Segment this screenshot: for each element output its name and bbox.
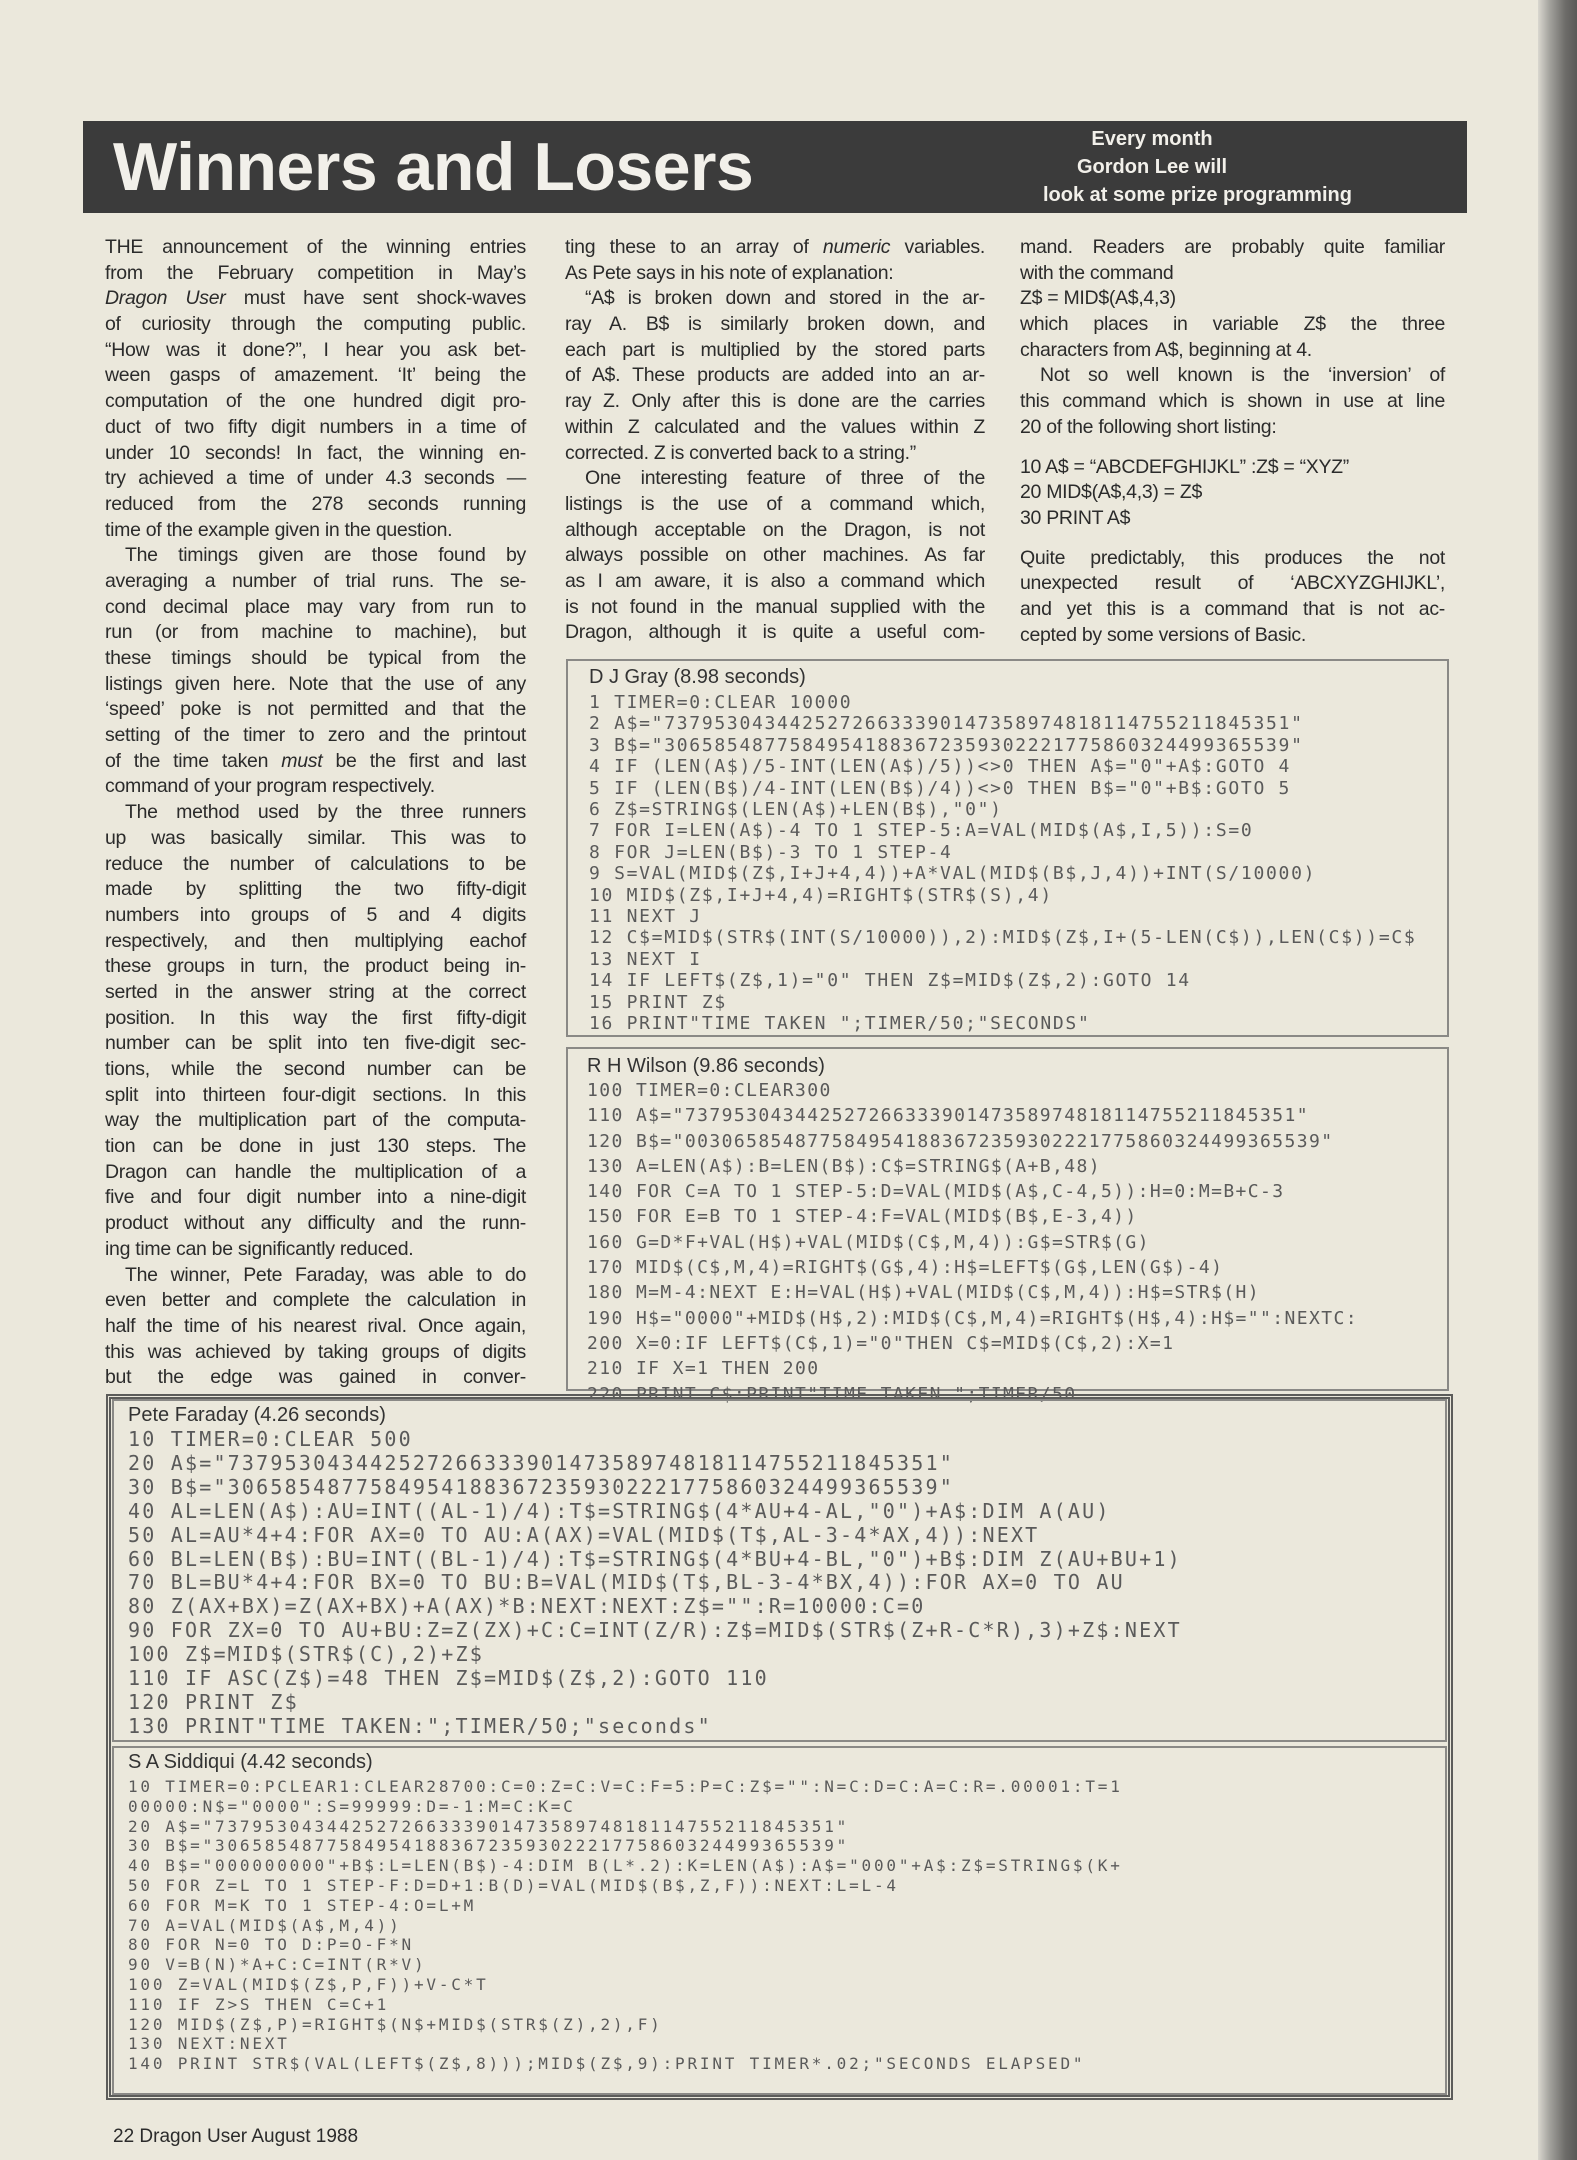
listing-code bbox=[128, 1777, 1123, 2074]
text-line: tions, while the second number can be bbox=[105, 1058, 526, 1080]
text-line: of curiosity through the computing public. bbox=[105, 313, 526, 336]
text-line: try achieved a time of under 4.3 seconds — bbox=[105, 467, 526, 490]
article-title: Winners and Losers bbox=[113, 129, 754, 205]
text-line: Quite predictably, this produces the not bbox=[1020, 546, 1445, 569]
italic-text: Dragon User bbox=[105, 287, 226, 310]
italic-text: numeric bbox=[822, 236, 891, 258]
code-line: 220 PRINT C$:PRINT"TIME TAKEN ";TIMER/50 bbox=[587, 1383, 1077, 1405]
code-line: 50 FOR Z=L TO 1 STEP-F:D=D+1:B(D)=VAL(MID$(B$,Z,F)):NEXT:L=L-4 bbox=[128, 1875, 899, 1895]
text-line: One interesting feature of three of the bbox=[585, 467, 985, 490]
code-line: 70 BL=BU*4+4:FOR BX=0 TO BU:B=VAL(MID$(T$,BL-3-4*BX,4)):FOR AX=0 TO AU bbox=[128, 1570, 1125, 1595]
code-line: 200 X=0:IF LEFT$(C$,1)="0"THEN C$=MID$(C$,2):X=1 bbox=[587, 1332, 1175, 1354]
text-line: duct of two fifty digit numbers in a time of bbox=[105, 415, 526, 438]
text-line: Z$ = MID$(A$,4,3) bbox=[1020, 287, 1176, 310]
text-line: tion can be done in just 130 steps. The bbox=[105, 1135, 526, 1158]
article-tagline bbox=[1043, 125, 1352, 209]
article-column-2 bbox=[565, 235, 985, 646]
text-line: ray A. B$ is similarly broken down, and bbox=[565, 313, 985, 336]
code-line: 40 B$="000000000"+B$:L=LEN(B$)-4:DIM B(L*.2):K=LEN(A$):A$="000"+A$:Z$=STRING$(K+ bbox=[128, 1856, 1123, 1876]
code-line: 130 A=LEN(A$):B=LEN(B$):C$=STRING$(A+B,48) bbox=[587, 1155, 1101, 1177]
text-line: number can be split into ten five-digit sec- bbox=[105, 1032, 526, 1055]
text-line: respectively, and then multiplying eachof bbox=[105, 929, 526, 952]
text-line bbox=[565, 235, 985, 261]
code-line: 100 Z$=MID$(STR$(C),2)+Z$ bbox=[128, 1642, 485, 1667]
code-line: 4 IF (LEN(A$)/5-INT(LEN(A$)/5))<>0 THEN A$="0"+A$:GOTO 4 bbox=[589, 756, 1292, 778]
listing-code bbox=[589, 692, 1416, 1035]
code-line: 13 NEXT I bbox=[589, 948, 702, 970]
text-line: 20 MID$(A$,4,3) = Z$ bbox=[1020, 481, 1203, 504]
text-line: is not found in the manual supplied with the bbox=[565, 595, 985, 618]
text-line: numbers into groups of 5 and 4 digits bbox=[105, 903, 526, 926]
italic-text: must bbox=[281, 749, 323, 772]
code-line: 140 FOR C=A TO 1 STEP-5:D=VAL(MID$(A$,C-4,5)):H=0:M=B+C-3 bbox=[587, 1181, 1285, 1203]
code-line: 10 TIMER=0:CLEAR 500 bbox=[128, 1427, 413, 1451]
code-line: 6 Z$=STRING$(LEN(A$)+LEN(B$),"0") bbox=[589, 799, 1003, 821]
code-line: 20 A$="73795304344252726633390147358974818114755211845351" bbox=[128, 1450, 954, 1475]
listing-title: S A Siddiqui (4.42 seconds) bbox=[128, 1751, 373, 1773]
page-binding-edge bbox=[1538, 0, 1577, 2160]
code-line: 90 V=B(N)*A+C:C=INT(R*V) bbox=[128, 1955, 427, 1975]
code-line: 16 PRINT"TIME TAKEN ";TIMER/50;"SECONDS" bbox=[589, 1013, 1091, 1035]
text-line: this was achieved by taking groups of digits bbox=[105, 1340, 526, 1363]
code-line: 150 FOR E=B TO 1 STEP-4:F=VAL(MID$(B$,E-3,4)) bbox=[587, 1206, 1138, 1228]
code-line: 210 IF X=1 THEN 200 bbox=[587, 1358, 820, 1380]
text-line: listings is the use of a command which, bbox=[565, 492, 985, 515]
text-line: ing time can be significantly reduced. bbox=[105, 1237, 414, 1260]
paragraph-gap bbox=[1020, 532, 1445, 546]
code-line: 140 PRINT STR$(VAL(LEFT$(Z$,8)));MID$(Z$,9):PRINT TIMER*.02;"SECONDS ELAPSED" bbox=[128, 2054, 1086, 2074]
text-line: command of your program respectively. bbox=[105, 775, 435, 798]
text-line: setting of the timer to zero and the printout bbox=[105, 724, 526, 747]
text-line: Dragon can handle the multiplication of a bbox=[105, 1160, 526, 1183]
code-line: 15 PRINT Z$ bbox=[589, 991, 727, 1013]
text-line: but the edge was gained in conver- bbox=[105, 1366, 526, 1389]
text-line: and yet this is a command that is not ac- bbox=[1020, 597, 1445, 620]
text-line: product without any difficulty and the runn- bbox=[105, 1212, 526, 1235]
code-line: 100 Z=VAL(MID$(Z$,P,F))+V-C*T bbox=[128, 1974, 489, 1994]
listing-code bbox=[587, 1078, 1358, 1407]
text-segment: be the first and last bbox=[322, 749, 527, 772]
code-line: 7 FOR I=LEN(A$)-4 TO 1 STEP-5:A=VAL(MID$(A$,I,5)):S=0 bbox=[589, 820, 1254, 842]
code-line: 170 MID$(C$,M,4)=RIGHT$(G$,4):H$=LEFT$(G$,LEN(G$)-4) bbox=[587, 1257, 1224, 1279]
code-line: 130 NEXT:NEXT bbox=[128, 2034, 290, 2054]
text-line: always possible on other machines. As far bbox=[565, 544, 985, 567]
code-line: 20 A$="73795304344252726633390147358974818114755211845351" bbox=[128, 1816, 850, 1836]
code-line: 10 MID$(Z$,I+J+4,4)=RIGHT$(STR$(S),4) bbox=[589, 884, 1053, 906]
code-line: 40 AL=LEN(A$):AU=INT((AL-1)/4):T$=STRING$(4*AU+4-AL,"0")+A$:DIM A(AU) bbox=[128, 1498, 1111, 1523]
text-line: computation of the one hundred digit pro- bbox=[105, 390, 526, 413]
text-line: even better and complete the calculation in bbox=[105, 1289, 526, 1312]
code-line: 120 PRINT Z$ bbox=[128, 1689, 299, 1714]
text-line: half the time of his nearest rival. Once again, bbox=[105, 1314, 526, 1337]
text-line: under 10 seconds! In fact, the winning en- bbox=[105, 441, 526, 464]
tagline-line: Gordon Lee will bbox=[1076, 156, 1227, 178]
code-line: 00000:N$="0000":S=99999:D=-1:M=C:K=C bbox=[128, 1796, 576, 1816]
text-line: cond decimal place may vary from run to bbox=[105, 595, 526, 618]
text-line: run (or from machine to machine), but bbox=[105, 621, 526, 644]
code-line: 110 IF Z>S THEN C=C+1 bbox=[128, 1994, 390, 2014]
listing-rh-wilson bbox=[566, 1047, 1449, 1405]
listing-pete-faraday bbox=[112, 1399, 1447, 1742]
listing-sa-siddiqui bbox=[112, 1746, 1447, 2095]
text-line: split into thirteen four-digit sections. In this bbox=[105, 1083, 526, 1106]
code-line: 60 BL=LEN(B$):BU=INT((BL-1)/4):T$=STRING$(4*BU+4-BL,"0")+B$:DIM Z(AU+BU+1) bbox=[128, 1546, 1182, 1571]
code-line: 30 B$="30658548775849541883672359302221775860324499365539" bbox=[128, 1474, 954, 1499]
listing-code bbox=[128, 1428, 1182, 1739]
tagline-line: Every month bbox=[1091, 128, 1213, 150]
text-line: mand. Readers are probably quite familiar bbox=[1020, 236, 1445, 258]
text-line: time of the example given in the question. bbox=[105, 518, 453, 541]
text-line bbox=[105, 749, 526, 775]
text-line: these groups in turn, the product being in- bbox=[105, 955, 526, 978]
text-line: As Pete says in his note of explanation: bbox=[565, 261, 894, 284]
text-line: The winner, Pete Faraday, was able to do bbox=[125, 1263, 526, 1286]
text-line: Not so well known is the ‘inversion’ of bbox=[1040, 364, 1445, 387]
text-line: averaging a number of trial runs. The se- bbox=[105, 569, 526, 592]
code-line: 9 S=VAL(MID$(Z$,I+J+4,4))+A*VAL(MID$(B$,J,4))+INT(S/10000) bbox=[589, 863, 1317, 885]
code-line: 110 IF ASC(Z$)=48 THEN Z$=MID$(Z$,2):GOTO 110 bbox=[128, 1666, 769, 1691]
text-line: The timings given are those found by bbox=[125, 544, 526, 567]
code-line: 12 C$=MID$(STR$(INT(S/10000)),2):MID$(Z$,I+(5-LEN(C$)),LEN(C$))=C$ bbox=[589, 927, 1417, 949]
code-line: 10 TIMER=0:PCLEAR1:CLEAR28700:C=0:Z=C:V=C:F=5:P=C:Z$="":N=C:D=C:A=C:R=.00001:T=1 bbox=[128, 1777, 1123, 1796]
text-line: up was basically similar. This was to bbox=[105, 826, 526, 849]
code-line: 1 TIMER=0:CLEAR 10000 bbox=[589, 692, 853, 713]
text-line: “How was it done?”, I hear you ask bet- bbox=[105, 338, 526, 361]
article-column-1 bbox=[105, 235, 526, 1391]
page-footer: 22 Dragon User August 1988 bbox=[113, 2126, 359, 2147]
code-line: 14 IF LEFT$(Z$,1)="0" THEN Z$=MID$(Z$,2):GOTO 14 bbox=[589, 970, 1191, 992]
code-line: 110 A$="73795304344252726633390147358974818114755211845351" bbox=[587, 1105, 1309, 1127]
text-line: cepted by some versions of Basic. bbox=[1020, 623, 1306, 646]
text-line: ‘speed’ poke is not permitted and that the bbox=[105, 698, 526, 721]
code-line: 2 A$="73795304344252726633390147358974818114755211845351" bbox=[589, 713, 1304, 735]
text-line: each part is multiplied by the stored parts bbox=[565, 338, 985, 361]
text-segment: must have sent shock-waves bbox=[225, 287, 526, 310]
article-header bbox=[83, 121, 1467, 213]
code-line: 120 MID$(Z$,P)=RIGHT$(N$+MID$(STR$(Z),2),F) bbox=[128, 2014, 663, 2034]
text-line: reduce the number of calculations to be bbox=[105, 852, 526, 875]
code-line: 160 G=D*F+VAL(H$)+VAL(MID$(C$,M,4)):G$=STR$(G) bbox=[587, 1231, 1150, 1253]
text-line: reduced from the 278 seconds running bbox=[105, 492, 526, 515]
code-line: 190 H$="0000"+MID$(H$,2):MID$(C$,M,4)=RIGHT$(H$,4):H$="":NEXTC: bbox=[587, 1307, 1358, 1329]
text-segment: of the time taken bbox=[105, 749, 282, 772]
code-line: 80 Z(AX+BX)=Z(AX+BX)+A(AX)*B:NEXT:NEXT:Z$="":R=10000:C=0 bbox=[128, 1594, 926, 1619]
text-line: serted in the answer string at the correct bbox=[105, 980, 526, 1003]
text-line: 10 A$ = “ABCDEFGHIJKL” :Z$ = “XYZ” bbox=[1020, 455, 1349, 478]
code-line: 130 PRINT"TIME TAKEN:";TIMER/50;"seconds" bbox=[128, 1713, 712, 1738]
text-line: corrected. Z is converted back to a string.” bbox=[565, 441, 916, 464]
text-line: which places in variable Z$ the three bbox=[1020, 313, 1445, 336]
text-segment: ting these to an array of bbox=[565, 236, 823, 258]
article-column-3 bbox=[1020, 235, 1445, 648]
text-line: “A$ is broken down and stored in the ar- bbox=[585, 287, 985, 310]
text-line bbox=[105, 286, 526, 312]
code-line: 90 FOR ZX=0 TO AU+BU:Z=Z(ZX)+C:C=INT(Z/R):Z$=MID$(STR$(Z+R-C*R),3)+Z$:NEXT bbox=[128, 1618, 1182, 1643]
listing-title: R H Wilson (9.86 seconds) bbox=[587, 1055, 825, 1077]
code-line: 3 B$="30658548775849541883672359302221775860324499365539" bbox=[589, 734, 1304, 756]
code-line: 5 IF (LEN(B$)/4-INT(LEN(B$)/4))<>0 THEN B$="0"+B$:GOTO 5 bbox=[589, 777, 1292, 799]
text-line: 30 PRINT A$ bbox=[1020, 506, 1131, 529]
code-line: 50 AL=AU*4+4:FOR AX=0 TO AU:A(AX)=VAL(MID$(T$,AL-3-4*AX,4)):NEXT bbox=[128, 1522, 1040, 1547]
text-line: as I am aware, it is also a command which bbox=[565, 569, 985, 592]
code-line: 80 FOR N=0 TO D:P=O-F*N bbox=[128, 1935, 414, 1955]
text-line: this command which is shown in use at line bbox=[1020, 390, 1445, 413]
listing-title: D J Gray (8.98 seconds) bbox=[589, 666, 806, 688]
tagline-line: look at some prize programming bbox=[1043, 184, 1352, 206]
code-line: 180 M=M-4:NEXT E:H=VAL(H$)+VAL(MID$(C$,M,4)):H$=STR$(H) bbox=[587, 1282, 1261, 1304]
text-line: THE announcement of the winning entries bbox=[105, 236, 526, 258]
code-line: 70 A=VAL(MID$(A$,M,4)) bbox=[128, 1915, 402, 1935]
text-line: ray Z. Only after this is done are the carries bbox=[565, 390, 985, 413]
text-line: Dragon, although it is quite a useful com- bbox=[565, 621, 985, 644]
listing-dj-gray bbox=[566, 659, 1449, 1037]
text-line: The method used by the three runners bbox=[125, 801, 526, 824]
text-line: ween gasps of amazement. ‘It’ being the bbox=[105, 364, 526, 387]
text-line: made by splitting the two fifty-digit bbox=[105, 878, 526, 901]
text-line: 20 of the following short listing: bbox=[1020, 415, 1277, 438]
listing-title: Pete Faraday (4.26 seconds) bbox=[128, 1404, 386, 1426]
text-line: although acceptable on the Dragon, is not bbox=[565, 518, 985, 541]
code-line: 8 FOR J=LEN(B$)-3 TO 1 STEP-4 bbox=[589, 841, 953, 863]
text-segment: variables. bbox=[890, 236, 985, 258]
text-line: from the February competition in May’s bbox=[105, 261, 526, 284]
text-line: characters from A$, beginning at 4. bbox=[1020, 338, 1312, 361]
text-line: five and four digit number into a nine-digit bbox=[105, 1186, 526, 1209]
code-line: 30 B$="30658548775849541883672359302221775860324499365539" bbox=[128, 1836, 850, 1856]
text-line: listings given here. Note that the use of any bbox=[105, 672, 526, 695]
code-line: 60 FOR M=K TO 1 STEP-4:O=L+M bbox=[128, 1895, 477, 1915]
text-line: with the command bbox=[1020, 261, 1174, 284]
text-line: these timings should be typical from the bbox=[105, 647, 526, 669]
text-line: within Z calculated and the values within Z bbox=[565, 415, 985, 438]
text-line: way the multiplication part of the computa- bbox=[105, 1109, 526, 1132]
code-line: 11 NEXT J bbox=[589, 906, 702, 928]
paragraph-gap bbox=[1020, 441, 1445, 455]
code-line: 120 B$="0030658548775849541883672359302221775860324499365539" bbox=[587, 1130, 1334, 1152]
code-line: 100 TIMER=0:CLEAR300 bbox=[587, 1080, 832, 1101]
text-line: unexpected result of ‘ABCXYZGHIJKL’, bbox=[1020, 572, 1445, 595]
text-line: of A$. These products are added into an ar- bbox=[565, 364, 985, 387]
text-line: position. In this way the first fifty-digit bbox=[105, 1006, 526, 1029]
